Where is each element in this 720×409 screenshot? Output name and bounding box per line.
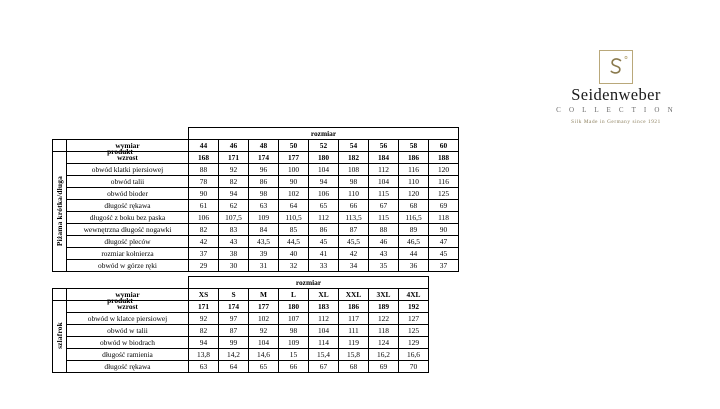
measure-label: długość rękawa: [67, 361, 189, 373]
cell: 45: [309, 236, 339, 248]
cell: 83: [219, 224, 249, 236]
cell: 104: [309, 325, 339, 337]
product-group-label: szlafrok: [53, 301, 67, 373]
cell: 116: [399, 164, 429, 176]
measure-label: długość ramienia: [67, 349, 189, 361]
cell: 43: [369, 248, 399, 260]
table-row: [53, 200, 459, 212]
table-row: [53, 349, 429, 361]
cell: 113,5: [339, 212, 369, 224]
cell: 92: [219, 164, 249, 176]
cell: 104: [309, 164, 339, 176]
measure-label: długość z boku bez paska: [67, 212, 189, 224]
size-col-5: 54: [339, 140, 369, 152]
cell: 41: [309, 248, 339, 260]
cell: 180: [279, 301, 309, 313]
cell: 15,4: [309, 349, 339, 361]
size-col-1: S: [219, 289, 249, 301]
measure-label: obwód bioder: [67, 188, 189, 200]
cell: 119: [339, 337, 369, 349]
spacer-cell: [67, 277, 189, 289]
cell: 35: [369, 260, 399, 272]
cell: 46: [369, 236, 399, 248]
size-col-6: 56: [369, 140, 399, 152]
cell: 96: [249, 164, 279, 176]
cell: 43: [219, 236, 249, 248]
size-col-1: 46: [219, 140, 249, 152]
size-col-4: XL: [309, 289, 339, 301]
table-row: [53, 361, 429, 373]
cell: 186: [339, 301, 369, 313]
cell: 116: [429, 176, 459, 188]
cell: 92: [189, 313, 219, 325]
cell: 88: [369, 224, 399, 236]
cell: 87: [339, 224, 369, 236]
cell: 90: [189, 188, 219, 200]
cell: 116,5: [399, 212, 429, 224]
cell: 168: [189, 152, 219, 164]
cell: 94: [189, 337, 219, 349]
cell: 177: [249, 301, 279, 313]
cell: 110,5: [279, 212, 309, 224]
size-col-4: 52: [309, 140, 339, 152]
cell: 67: [369, 200, 399, 212]
size-group-header: rozmiar: [189, 277, 429, 289]
cell: 106: [309, 188, 339, 200]
product-group-label: Piżama krótka/długa: [53, 152, 67, 272]
measure-label: obwód w talii: [67, 325, 189, 337]
cell: 30: [219, 260, 249, 272]
size-group-header: rozmiar: [189, 128, 459, 140]
cell: 110: [339, 188, 369, 200]
size-col-3: 50: [279, 140, 309, 152]
cell: 84: [249, 224, 279, 236]
cell: 129: [399, 337, 429, 349]
cell: 177: [279, 152, 309, 164]
table-row: [53, 176, 459, 188]
cell: 68: [399, 200, 429, 212]
spacer-cell: [67, 128, 189, 140]
measure-label: rozmiar kołnierza: [67, 248, 189, 260]
cell: 46,5: [399, 236, 429, 248]
cell: 98: [249, 188, 279, 200]
cell: 124: [369, 337, 399, 349]
cell: 184: [369, 152, 399, 164]
cell: 110: [399, 176, 429, 188]
cell: 102: [279, 188, 309, 200]
cell: 125: [429, 188, 459, 200]
cell: 39: [249, 248, 279, 260]
cell: 66: [339, 200, 369, 212]
measure-label: obwód talii: [67, 176, 189, 188]
cell: 63: [189, 361, 219, 373]
cell: 64: [219, 361, 249, 373]
measure-label: obwód w biodrach: [67, 337, 189, 349]
table-row-size-group: [53, 277, 429, 289]
seidenweber-s-monogram-icon: [599, 50, 633, 84]
cell: 109: [279, 337, 309, 349]
cell: 98: [279, 325, 309, 337]
cell: 65: [309, 200, 339, 212]
cell: 118: [429, 212, 459, 224]
cell: 29: [189, 260, 219, 272]
cell: 107: [279, 313, 309, 325]
size-table-szlafrok: [52, 276, 429, 373]
cell: 67: [309, 361, 339, 373]
cell: 192: [399, 301, 429, 313]
cell: 97: [219, 313, 249, 325]
cell: 68: [339, 361, 369, 373]
cell: 94: [309, 176, 339, 188]
product-header-label-1: produkt: [107, 147, 133, 156]
cell: 63: [249, 200, 279, 212]
cell: 37: [429, 260, 459, 272]
cell: 111: [339, 325, 369, 337]
measure-header: wymiar: [67, 140, 189, 152]
cell: 42: [339, 248, 369, 260]
cell: 94: [219, 188, 249, 200]
measure-label: długość rękawa: [67, 200, 189, 212]
cell: 104: [249, 337, 279, 349]
cell: 120: [399, 188, 429, 200]
cell: 112: [309, 212, 339, 224]
cell: 104: [369, 176, 399, 188]
cell: 82: [219, 176, 249, 188]
cell: 44: [399, 248, 429, 260]
cell: 87: [219, 325, 249, 337]
cell: 65: [249, 361, 279, 373]
cell: 14,6: [249, 349, 279, 361]
cell: 125: [399, 325, 429, 337]
cell: 69: [369, 361, 399, 373]
cell: 120: [429, 164, 459, 176]
cell: 14,2: [219, 349, 249, 361]
cell: 61: [189, 200, 219, 212]
cell: 32: [279, 260, 309, 272]
cell: 115: [369, 188, 399, 200]
cell: 85: [279, 224, 309, 236]
cell: 33: [309, 260, 339, 272]
cell: 108: [339, 164, 369, 176]
cell: 106: [189, 212, 219, 224]
cell: 44,5: [279, 236, 309, 248]
cell: 107,5: [219, 212, 249, 224]
cell: 102: [249, 313, 279, 325]
cell: 109: [249, 212, 279, 224]
size-col-0: XS: [189, 289, 219, 301]
table-row: [53, 236, 459, 248]
cell: 42: [189, 236, 219, 248]
cell: 114: [309, 337, 339, 349]
measure-label: wzrost: [67, 152, 189, 164]
cell: 64: [279, 200, 309, 212]
cell: 117: [339, 313, 369, 325]
cell: 43,5: [249, 236, 279, 248]
brand-name: Seidenweber: [571, 85, 661, 104]
cell: 118: [369, 325, 399, 337]
cell: 70: [399, 361, 429, 373]
cell: 45,5: [339, 236, 369, 248]
spacer-cell: [53, 128, 67, 140]
measure-label: obwód klatki piersiowej: [67, 164, 189, 176]
spacer-cell: [53, 277, 67, 289]
cell: 127: [399, 313, 429, 325]
table-row: [53, 325, 429, 337]
cell: 90: [279, 176, 309, 188]
cell: 38: [219, 248, 249, 260]
cell: 112: [369, 164, 399, 176]
cell: 112: [309, 313, 339, 325]
size-col-5: XXL: [339, 289, 369, 301]
cell: 36: [399, 260, 429, 272]
cell: 98: [339, 176, 369, 188]
measure-label: obwód w klatce piersiowej: [67, 313, 189, 325]
cell: 174: [249, 152, 279, 164]
cell: 86: [249, 176, 279, 188]
measure-label: wzrost: [67, 301, 189, 313]
cell: 86: [309, 224, 339, 236]
cell: 15: [279, 349, 309, 361]
cell: 16,2: [369, 349, 399, 361]
cell: 115: [369, 212, 399, 224]
table-row: [53, 224, 459, 236]
cell: 88: [189, 164, 219, 176]
table-row-size-group: [53, 128, 459, 140]
cell: 122: [369, 313, 399, 325]
size-col-0: 44: [189, 140, 219, 152]
cell: 82: [189, 224, 219, 236]
cell: 171: [219, 152, 249, 164]
table-row: [53, 337, 429, 349]
size-col-2: 48: [249, 140, 279, 152]
table-row: [53, 164, 459, 176]
measure-label: wewnętrzna długość nogawki: [67, 224, 189, 236]
cell: 47: [429, 236, 459, 248]
cell: 31: [249, 260, 279, 272]
size-col-8: 60: [429, 140, 459, 152]
cell: 89: [399, 224, 429, 236]
cell: 99: [219, 337, 249, 349]
cell: 13,8: [189, 349, 219, 361]
cell: 186: [399, 152, 429, 164]
cell: 40: [279, 248, 309, 260]
cell: 16,6: [399, 349, 429, 361]
table-row: [53, 313, 429, 325]
cell: 78: [189, 176, 219, 188]
cell: 62: [219, 200, 249, 212]
measure-header: wymiar: [67, 289, 189, 301]
cell: 37: [189, 248, 219, 260]
size-col-6: 3XL: [369, 289, 399, 301]
cell: 180: [309, 152, 339, 164]
cell: 66: [279, 361, 309, 373]
cell: 34: [339, 260, 369, 272]
cell: 45: [429, 248, 459, 260]
measure-label: długość pleców: [67, 236, 189, 248]
size-col-3: L: [279, 289, 309, 301]
size-col-7: 4XL: [399, 289, 429, 301]
table-row: [53, 248, 459, 260]
cell: 182: [339, 152, 369, 164]
brand-logo: [536, 50, 696, 125]
cell: 15,8: [339, 349, 369, 361]
cell: 189: [369, 301, 399, 313]
size-col-2: M: [249, 289, 279, 301]
brand-tagline: Silk Made in Germany since 1921: [571, 119, 661, 126]
measure-label: obwód w górze ręki: [67, 260, 189, 272]
cell: 90: [429, 224, 459, 236]
table-row: [53, 212, 459, 224]
table-row: [53, 260, 459, 272]
cell: 100: [279, 164, 309, 176]
product-header-label-2: produkt: [107, 296, 133, 305]
cell: 183: [309, 301, 339, 313]
cell: 174: [219, 301, 249, 313]
cell: 188: [429, 152, 459, 164]
cell: 92: [249, 325, 279, 337]
cell: 171: [189, 301, 219, 313]
cell: 82: [189, 325, 219, 337]
cell: 69: [429, 200, 459, 212]
table-row: [53, 188, 459, 200]
size-col-7: 58: [399, 140, 429, 152]
brand-subtitle: C O L L E C T I O N: [556, 106, 676, 115]
